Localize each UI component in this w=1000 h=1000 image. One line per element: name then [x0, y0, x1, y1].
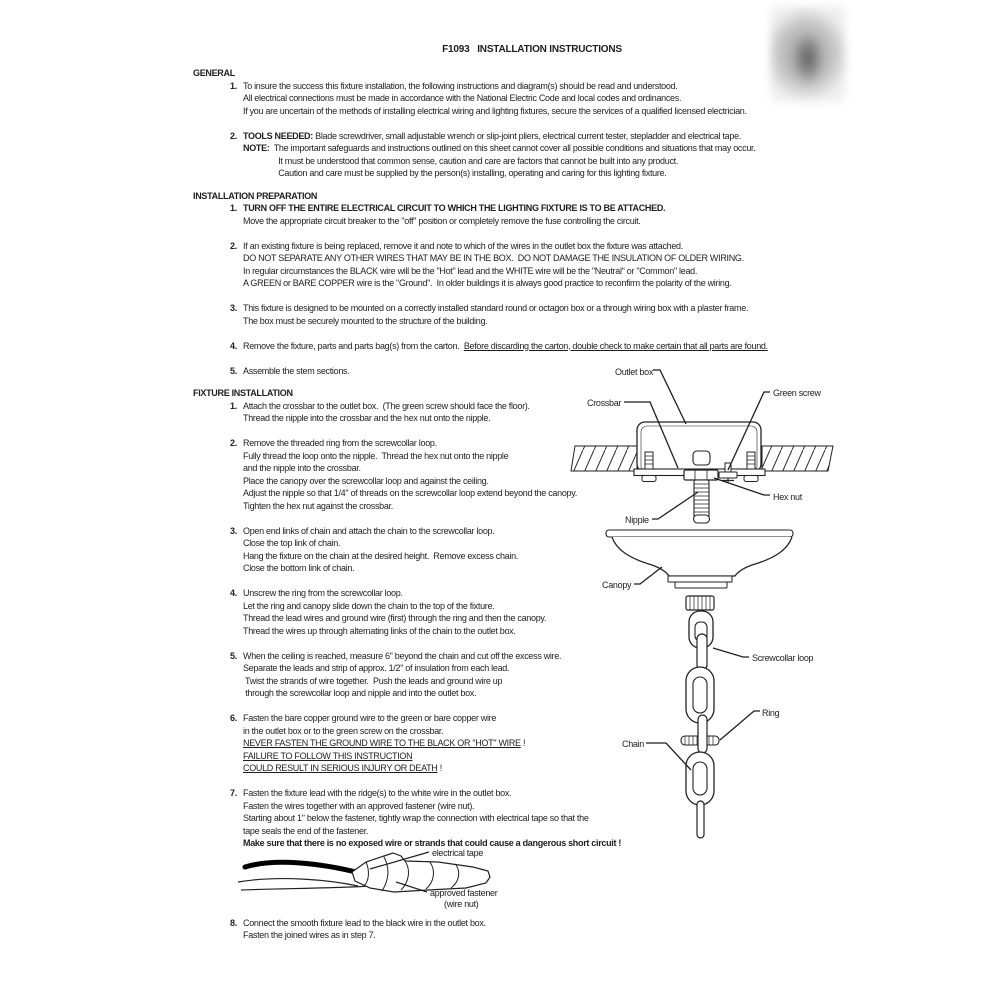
item-number: 8. [230, 917, 237, 928]
canopy-drawing [606, 530, 793, 588]
instruction-line: Starting about 1" below the fastener, tightly wrap the connection with electrical tape so that the [243, 813, 589, 823]
instruction-item [193, 202, 853, 227]
instruction-line: Place the canopy over the screwcollar loop and against the ceiling. [243, 475, 489, 486]
hex-nut-drawing [684, 470, 718, 480]
instruction-line: Tighten the hex nut against the crossbar. [243, 500, 393, 511]
page-title: F1093 INSTALLATION INSTRUCTIONS [442, 44, 622, 55]
instruction-line: It must be understood that common sense, caution and care are factors that cannot be built into any product. [243, 155, 679, 166]
instruction-line: 3. Open end links of chain and attach the chain to the screwcollar loop. [230, 525, 495, 536]
instruction-line: 2. Remove the threaded ring from the screwcollar loop. [230, 438, 437, 448]
chain-drawing [681, 634, 719, 838]
item-number: 4. [230, 340, 237, 351]
instruction-line: If you are uncertain of the methods of installing electrical wiring and lighting fixtures, secure the services of a qualified licensed electrician. [243, 105, 747, 116]
item-number: 2. [230, 240, 237, 251]
instruction-line: Close the top link of chain. [243, 538, 341, 548]
instruction-line: 4. Unscrew the ring from the screwcollar loop. [230, 588, 403, 598]
instruction-line: 7. Fasten the fixture lead with the ridge(s) to the white wire in the outlet box. [230, 788, 512, 798]
item-number: 5. [230, 650, 237, 661]
instruction-line: 5. Assemble the stem sections. [230, 365, 350, 376]
label-hex-nut: Hex nut [773, 492, 802, 502]
item-number: 2. [230, 438, 237, 448]
instruction-line: 6. Fasten the bare copper ground wire to the green or bare copper wire [230, 713, 497, 723]
instruction-line: Fasten the joined wires as in step 7. [243, 930, 376, 940]
instruction-line: Let the ring and canopy slide down the chain to the top of the fixture. [243, 600, 495, 611]
tape-wrap-drawing [352, 853, 490, 892]
instruction-line: Fasten the wires together with an approved fastener (wire nut). [243, 800, 475, 811]
instruction-line: through the screwcollar loop and nipple and into the outlet box. [243, 688, 477, 698]
instruction-item [193, 302, 853, 327]
instruction-line: 4. Remove the fixture, parts and parts bag(s) from the carton. Before discarding the carton, double check to make certain that all parts are found. [230, 340, 768, 351]
label-canopy: Canopy [602, 580, 632, 590]
instruction-line: Close the bottom link of chain. [243, 563, 355, 573]
label-approved-fastener: approved fastener [430, 888, 498, 898]
instruction-line: and the nipple into the crossbar. [243, 463, 361, 473]
instruction-line: Caution and care must be supplied by the person(s) installing, operating and caring for this lighting fixture. [243, 168, 667, 178]
instruction-line: Separate the leads and strip of approx. 1/2" of insulation from each lead. [243, 663, 510, 673]
section-heading: FIXTURE INSTALLATION [193, 388, 293, 398]
instruction-line: Twist the strands of wire together. Push the leads and ground wire up [243, 675, 503, 686]
item-number: 1. [230, 80, 237, 91]
instruction-line: 2. If an existing fixture is being replaced, remove it and note to which of the wires in the outlet box the fixture was attached. [230, 240, 683, 251]
instruction-line: 5. When the ceiling is reached, measure 6" beyond the chain and cut off the excess wire. [230, 650, 562, 661]
instruction-line: 3. This fixture is designed to be mounted on a correctly installed standard round or octagon box or a through wiring box with a plaster frame. [230, 303, 749, 313]
section-heading: INSTALLATION PREPARATION [193, 190, 318, 201]
instruction-line: DO NOT SEPARATE ANY OTHER WIRES THAT MAY BE IN THE BOX. DO NOT DAMAGE THE INSULATION OF OLDER WIRING. [243, 253, 744, 263]
ceiling-hatch-left [571, 446, 637, 471]
item-number: 1. [230, 203, 237, 213]
instruction-line: Adjust the nipple so that 1/4" of threads on the screwcollar loop extend beyond the canopy. [243, 488, 577, 498]
instruction-line: The box must be securely mounted to the structure of the building. [243, 315, 488, 326]
section [193, 67, 853, 180]
wire-nut-figure [230, 840, 510, 920]
label-nipple: Nipple [625, 515, 649, 525]
label-outlet-box: Outlet box [615, 367, 654, 377]
label-screwcollar-loop: Screwcollar loop [752, 653, 814, 663]
fixture-diagram [560, 360, 850, 840]
item-number: 4. [230, 588, 237, 598]
item-number: 6. [230, 713, 237, 723]
instruction-line: NEVER FASTEN THE GROUND WIRE TO THE BLACK OR "HOT" WIRE ! [243, 738, 526, 748]
instruction-line: Thread the wires up through alternating links of the chain to the outlet box. [243, 625, 516, 636]
label-electrical-tape: electrical tape [432, 848, 484, 858]
instruction-item [193, 240, 853, 290]
instruction-line: COULD RESULT IN SERIOUS INJURY OR DEATH ! [243, 763, 442, 773]
label-crossbar: Crossbar [587, 398, 622, 408]
instruction-line: 1. TURN OFF THE ENTIRE ELECTRICAL CIRCUIT TO WHICH THE LIGHTING FIXTURE IS TO BE ATTACHED. [230, 203, 666, 213]
instruction-line: Thread the nipple into the crossbar and the hex nut onto the nipple. [243, 413, 491, 423]
instruction-item [193, 917, 853, 942]
label-wire-nut: (wire nut) [444, 899, 479, 909]
instruction-item [193, 340, 853, 353]
label-chain: Chain [622, 739, 645, 749]
ceiling-hatch-right [762, 446, 833, 471]
instruction-line: 8. Connect the smooth fixture lead to the black wire in the outlet box. [230, 917, 486, 928]
item-number: 3. [230, 303, 237, 313]
instruction-line: Hang the fixture on the chain at the desired height. Remove excess chain. [243, 550, 518, 561]
item-number: 1. [230, 400, 237, 411]
section [193, 190, 853, 378]
label-green-screw: Green screw [773, 388, 821, 398]
instruction-line: Fully thread the loop onto the nipple. Thread the hex nut onto the nipple [243, 450, 509, 461]
item-number: 7. [230, 788, 237, 798]
section-heading: GENERAL [193, 68, 235, 78]
instruction-item [193, 80, 853, 118]
instruction-line: NOTE: The important safeguards and instructions outlined on this sheet cannot cover all possible conditions and situations that may occur. [243, 143, 756, 153]
instruction-line: Move the appropriate circuit breaker to the "off" position or completely remove the fuse controlling the circuit. [243, 215, 641, 226]
label-ring: Ring [762, 708, 780, 718]
instruction-line: In regular circumstances the BLACK wire will be the "Hot" lead and the WHITE wire will be the "Neutral" or "Common" lead. [243, 265, 698, 276]
instruction-line: tape seals the end of the fastener. [243, 825, 369, 836]
instruction-line: All electrical connections must be made in accordance with the National Electric Code and local codes and ordinances. [243, 93, 682, 103]
instruction-line: 1. To insure the success this fixture installation, the following instructions and diagram(s) should be read and understood. [230, 80, 678, 91]
instruction-line: A GREEN or BARE COPPER wire is the "Ground". In older buildings it is always good practice to reconfirm the polarity of the wiring. [243, 278, 732, 288]
item-number: 5. [230, 365, 237, 376]
instruction-line: 2. TOOLS NEEDED: Blade screwdriver, small adjustable wrench or slip-joint pliers, electrical current tester, stepladder and electrical tape. [230, 130, 741, 141]
item-number: 2. [230, 130, 237, 141]
instruction-line: FAILURE TO FOLLOW THIS INSTRUCTION [243, 750, 413, 761]
instruction-line: Thread the lead wires and ground wire (first) through the ring and then the canopy. [243, 613, 547, 623]
instruction-line: Make sure that there is no exposed wire or strands that could cause a dangerous short circuit ! [243, 838, 622, 848]
instruction-line: 1. Attach the crossbar to the outlet box. (The green screw should face the floor). [230, 400, 530, 411]
instruction-line: in the outlet box or to the green screw on the crossbar. [243, 725, 444, 736]
item-number: 3. [230, 525, 237, 536]
instruction-item [193, 130, 853, 180]
